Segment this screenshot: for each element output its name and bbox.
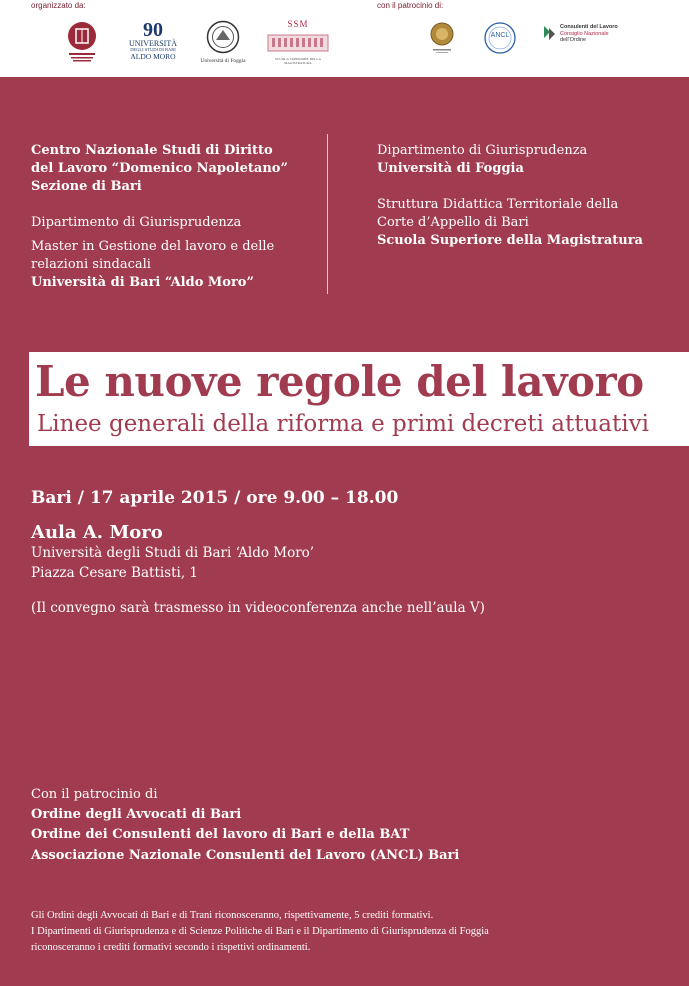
uniba-number: 90 (143, 19, 163, 41)
foggia-logo (198, 20, 248, 65)
ssm-building-icon (266, 29, 330, 53)
patronage-intro: Con il patrocinio di (31, 787, 158, 802)
footer-line1: Gli Ordini degli Avvocati di Bari e di Trani riconosceranno, rispettivamente, 5 crediti formativi. (31, 910, 434, 921)
patronage-label: con il patrocinio di: (377, 1, 444, 10)
foggia-name: Università di Foggia (200, 57, 246, 64)
page-subtitle: Linee generali della riforma e primi decreti attuativi (37, 411, 649, 437)
ssm-logo (265, 20, 331, 66)
organizers-left (31, 142, 323, 292)
uniba-name: UNIVERSITÀ (129, 39, 177, 48)
master-line1: Master in Gestione del lavoro e delle (31, 239, 275, 254)
uniba-sub: DEGLI STUDI DI BARI (130, 47, 176, 53)
right-dip: Dipartimento di Giurisprudenza (377, 143, 588, 158)
event-room: Aula A. Moro (31, 522, 163, 543)
gold-seal-logo (429, 22, 455, 58)
patronage-line2: Ordine dei Consulenti del lavoro di Bari e della BAT (31, 827, 410, 842)
centro-line1: Centro Nazionale Studi di Diritto (31, 143, 273, 158)
column-divider (327, 134, 328, 294)
organizers-right (377, 142, 677, 250)
gold-seal-icon (429, 22, 455, 54)
master-line2: relazioni sindacali (31, 257, 151, 272)
ssm-name: SSM (287, 19, 309, 29)
event-address: Piazza Cesare Battisti, 1 (31, 565, 199, 581)
centro-studi-logo (67, 20, 97, 68)
footer-line2: I Dipartimenti di Giurisprudenza e di Scienze Politiche di Bari e il Dipartimento di Giurisprudenza di Foggia (31, 926, 489, 937)
event-note: (Il convegno sarà trasmesso in videoconferenza anche nell’aula V) (31, 600, 485, 616)
event-university: Università degli Studi di Bari ‘Aldo Moro’ (31, 545, 315, 561)
right-uni: Università di Foggia (377, 161, 524, 176)
patronage-line1: Ordine degli Avvocati di Bari (31, 807, 242, 822)
ancl-logo (484, 22, 516, 58)
foggia-seal-icon (206, 20, 240, 54)
scuola: Scuola Superiore della Magistratura (377, 233, 643, 248)
left-uni: Università di Bari “Aldo Moro” (31, 275, 254, 290)
consulenti-mark-icon (542, 24, 558, 44)
event-datetime: Bari / 17 aprile 2015 / ore 9.00 – 18.00 (31, 488, 399, 508)
struttura-line1: Struttura Didattica Territoriale della (377, 197, 619, 212)
credits-footer (31, 908, 661, 956)
uniba-logo (124, 20, 182, 61)
consulenti-line3: dell'Ordine (560, 37, 587, 43)
footer-line3: riconosceranno i crediti formativi secondo i rispettivi ordinamenti. (31, 942, 311, 953)
consulenti-line2: Consiglio Nazionale (560, 30, 609, 37)
struttura-line2: Corte d’Appello di Bari (377, 215, 529, 230)
ssm-sub: SCUOLA SUPERIORE DELLA MAGISTRATURA (274, 57, 322, 65)
page-title: Le nuove regole del lavoro (35, 357, 644, 406)
patronage-line3: Associazione Nazionale Consulenti del Lavoro (ANCL) Bari (31, 848, 460, 863)
logo-strip (0, 0, 689, 77)
centro-line3: Sezione di Bari (31, 179, 142, 194)
uniba-name2: ALDO MORO (130, 52, 176, 62)
left-dip: Dipartimento di Giurisprudenza (31, 215, 242, 230)
centro-line2: del Lavoro “Domenico Napoletano” (31, 161, 288, 176)
ancl-name: ANCL (490, 32, 510, 39)
consulenti-line1: Consulenti del Lavoro (560, 24, 618, 30)
organized-by-label: organizzato da: (31, 1, 86, 10)
